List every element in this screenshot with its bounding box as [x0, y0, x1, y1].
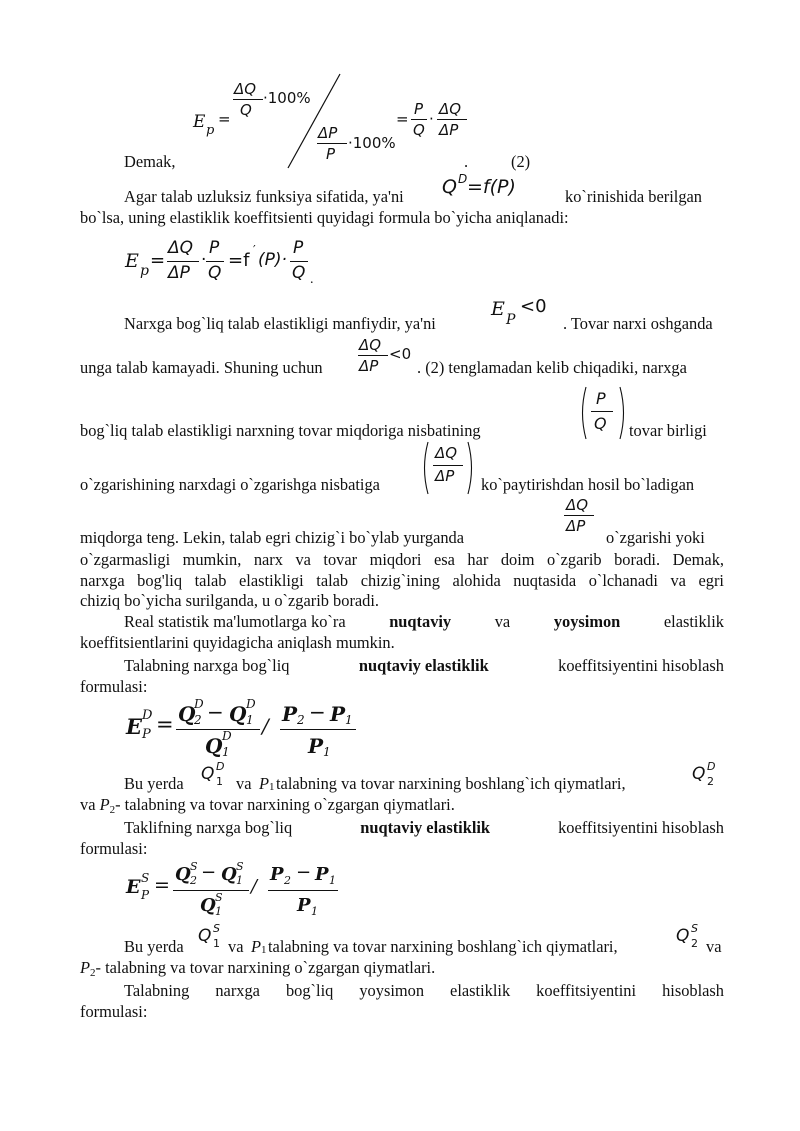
- f2-dp: ΔP: [168, 263, 190, 283]
- para2-line3-b: tovar birligi: [629, 421, 707, 440]
- para2-frac-top: ΔQ: [359, 336, 382, 354]
- para7-q2-sup: S: [691, 922, 698, 935]
- f3-e-sup: D: [142, 708, 153, 723]
- f3-p2-sub: 2: [297, 713, 305, 727]
- f3-bar2: [280, 729, 356, 730]
- para2-line3-a: bog`liq talab elastikligi narxning tovar miqdoriga nisbatining: [80, 421, 481, 440]
- f3-qd-sup: D: [222, 729, 232, 743]
- f4-p1-sub: 1: [329, 874, 336, 887]
- f4-q1: Q: [221, 864, 237, 885]
- formula-eq: =: [218, 110, 231, 128]
- para2-line8: chiziq bo`yicha surilganda, u o`zgarib boradi.: [80, 591, 380, 610]
- para4-text-b: koeffitsiyentini hisoblash: [558, 656, 724, 675]
- f4-minus2: −: [296, 862, 312, 883]
- f3-bar1: [176, 729, 260, 730]
- para1-qd: Q: [442, 176, 457, 198]
- f4-qd-sup: S: [215, 891, 223, 904]
- para2-line5-a: miqdorga teng. Lekin, talab egri chizig`i bo`ylab yurganda: [80, 528, 465, 547]
- para4-text-a: Talabning narxga bog`liq: [124, 656, 290, 675]
- para5-q2-sup: D: [707, 760, 716, 773]
- formula-den-top: ΔP: [318, 124, 338, 142]
- formula-rhs-p: P: [414, 100, 424, 118]
- formula-den-pct: ·100%: [348, 134, 396, 152]
- para6-line1: [124, 818, 724, 838]
- para2-dd-bar: [433, 465, 463, 466]
- f3-qd-sub: 1: [222, 745, 230, 759]
- para5-p-sub: 1: [269, 781, 275, 793]
- formula-e: E: [193, 112, 206, 132]
- formula-rhs-bar1: [411, 119, 427, 120]
- para6-line2: formulasi:: [80, 839, 148, 858]
- f4-q1-sub: 1: [236, 874, 243, 887]
- para3-bold2: yoysimon: [553, 612, 621, 631]
- f3-q1: Q: [229, 702, 247, 726]
- f3-p1-sub: 1: [345, 713, 353, 727]
- para2-line2-a: unga talab kamayadi. Shuning uchun: [80, 358, 323, 377]
- formula-den-bar: [317, 143, 347, 144]
- f4-eq: =: [154, 874, 170, 896]
- f3-q2-sub: 2: [194, 713, 202, 727]
- para5-p2-sub: 2: [109, 804, 116, 816]
- para5-p: P: [259, 774, 270, 793]
- para1-line1-b: ko`rinishida berilgan: [565, 187, 703, 206]
- para5-text-c: talabning va tovar narxining boshlang`ich qiymatlari,: [276, 774, 626, 793]
- para7-q-sub: 1: [213, 937, 220, 950]
- f4-e-sub: P: [141, 888, 150, 902]
- formula-rhs-q: Q: [413, 121, 425, 139]
- f2-e-sub: p: [140, 263, 149, 279]
- para7-text-b: va: [228, 937, 244, 956]
- para5-text-a: Bu yerda: [124, 774, 184, 793]
- para5-p2: P: [99, 795, 110, 814]
- para3-bold1: nuqtaviy: [389, 612, 452, 631]
- f4-pd-sub: 1: [311, 905, 318, 918]
- para2-dd-top: ΔQ: [435, 444, 458, 462]
- f2-p2: P: [293, 238, 304, 258]
- formula-rhs-bar2: [437, 119, 467, 120]
- para3-line1: [124, 612, 724, 632]
- para5-q2-sub: 2: [707, 775, 714, 788]
- f3-pd: P: [308, 734, 324, 758]
- para7-text-a: Bu yerda: [124, 937, 184, 956]
- f2-eq1: =: [150, 250, 166, 271]
- f2-q1: Q: [208, 263, 222, 283]
- para2-frac-bar: [358, 355, 388, 356]
- para7-text-e: - talabning va tovar narxining o`zgargan qiymatlari.: [95, 958, 436, 977]
- para7-p2: P: [80, 958, 91, 977]
- para6-text-b: koeffitsiyentini hisoblash: [558, 818, 724, 837]
- para2-line7: narxga bog'liq talab elastikligi talab chizig`ining alohida nuqtasida o`lchanadi va egri: [80, 571, 724, 590]
- para5-text-b: va: [236, 774, 252, 793]
- para5-q2: Q: [692, 764, 706, 784]
- para7-q2: Q: [676, 926, 690, 946]
- para5-q-sup: D: [216, 760, 225, 773]
- f3-q2: Q: [178, 702, 196, 726]
- para2-frac-lt: <0: [389, 345, 412, 363]
- f4-q2-sup: S: [190, 860, 198, 873]
- f3-qd: Q: [205, 734, 223, 758]
- para3-text-a: Real statistik ma'lumotlarga ko`ra: [124, 612, 346, 631]
- para2-line1-b: . Tovar narxi oshganda: [563, 314, 713, 333]
- para1-qd-sup: D: [458, 172, 468, 186]
- para5-text-e: - talabning va tovar narxining o`zgargan qiymatlari.: [115, 795, 455, 814]
- para6-text-a: Taklifning narxga bog`liq: [124, 818, 293, 837]
- f4-e-sup: S: [141, 871, 150, 885]
- para7-text-d: va: [706, 937, 722, 956]
- para4-bold: nuqtaviy elastiklik: [358, 656, 489, 675]
- f2-p1: P: [209, 238, 220, 258]
- para2-dd-bottom: ΔP: [435, 467, 455, 485]
- f2-e: E: [125, 250, 139, 272]
- para7-q: Q: [198, 926, 212, 946]
- para3-va: va: [494, 612, 511, 631]
- f3-p1: P: [330, 702, 346, 726]
- f3-q1-sup: D: [246, 697, 256, 711]
- formula-num-pct: ·100%: [263, 89, 311, 107]
- para5-text-d: va: [80, 795, 96, 814]
- para2-line5-b: o`zgarishi yoki: [606, 528, 705, 547]
- f2-dot1: ·: [201, 250, 207, 270]
- para1-line1-a: Agar talab uzluksiz funksiya sifatida, ya'ni: [124, 187, 404, 206]
- para2-pq-bottom: Q: [594, 414, 607, 433]
- para7-p: P: [251, 937, 262, 956]
- para2-line1-a: Narxga bog`liq talab elastikligi manfiydir, ya'ni: [124, 314, 436, 333]
- f2-dq: ΔQ: [168, 238, 194, 258]
- f2-end: .: [310, 272, 314, 287]
- f4-slash: /: [251, 876, 258, 897]
- para2-ep-sub: P: [506, 312, 516, 328]
- para2-frac-bottom: ΔP: [359, 357, 379, 375]
- formula-rhs-dp: ΔP: [439, 121, 459, 139]
- formula-num-bar: [233, 99, 263, 100]
- formula-rhs-dq: ΔQ: [439, 100, 462, 118]
- para5-q-sub: 1: [216, 775, 223, 788]
- f4-qd-sub: 1: [215, 905, 222, 918]
- para2-ep-lt: <0: [520, 296, 547, 317]
- para3-line2: koeffitsientlarini quyidagicha aniqlash mumkin.: [80, 633, 395, 652]
- para2-ep: E: [491, 298, 505, 320]
- f3-q1-sub: 1: [246, 713, 254, 727]
- f3-slash: /: [262, 714, 269, 738]
- f3-pd-sub: 1: [323, 745, 331, 759]
- f3-q2-sup: D: [194, 697, 204, 711]
- para2-line6: o`zgarmasligi mumkin, narx va tovar miqdori esa har doim o`zgarib boradi. Demak,: [80, 550, 724, 569]
- f3-minus: −: [207, 700, 224, 724]
- para5-q: Q: [201, 764, 215, 784]
- para3-text-b: elastiklik: [663, 612, 724, 631]
- f4-q2: Q: [175, 864, 191, 885]
- f2-prime: ′: [253, 243, 256, 257]
- f2-bar3: [290, 261, 308, 262]
- para7-q-sup: S: [213, 922, 220, 935]
- f2-bar1: [167, 261, 199, 262]
- para6-bold: nuqtaviy elastiklik: [360, 818, 491, 837]
- demak-label: Demak,: [124, 152, 176, 171]
- f3-e: E: [126, 714, 143, 739]
- f4-q1-sup: S: [236, 860, 244, 873]
- f2-eq2: =f: [228, 250, 250, 271]
- f4-bar1: [173, 890, 249, 891]
- para1-line2: bo`lsa, uning elastiklik koeffitsienti quyidagi formula bo`yicha aniqlanadi:: [80, 208, 569, 227]
- f3-e-sub: P: [142, 727, 151, 742]
- para2-sl-bar: [564, 515, 594, 516]
- para8-line1: Talabning narxga bog`liq yoysimon elastiklik koeffitsiyentini hisoblash: [124, 981, 724, 1000]
- f3-eq: =: [156, 712, 174, 736]
- para7-p2-sub: 2: [90, 967, 96, 979]
- para2-line4-b: ko`paytirishdan hosil bo`ladigan: [481, 475, 695, 494]
- f4-p1: P: [315, 864, 329, 885]
- para2-line2-b: . (2) tenglamadan kelib chiqadiki, narxga: [417, 358, 687, 377]
- para7-text-c: talabning va tovar narxining boshlang`ich qiymatlari,: [268, 937, 618, 956]
- formula-rhs-eq: =: [396, 110, 409, 128]
- para2-sl-bottom: ΔP: [566, 517, 586, 535]
- formula-rhs-dot: ·: [429, 110, 434, 128]
- para1-eq-fp: =f(P): [467, 176, 516, 198]
- f4-p2-sub: 2: [284, 874, 291, 887]
- f4-bar2: [268, 890, 338, 891]
- para5-line2: [80, 795, 455, 816]
- para2-pq-top: P: [596, 389, 606, 408]
- f3-p2: P: [282, 702, 298, 726]
- para7-line2: [80, 958, 435, 979]
- formula-num-top: ΔQ: [234, 80, 257, 98]
- f4-p2: P: [270, 864, 284, 885]
- f2-paren: (P)·: [258, 250, 287, 270]
- formula-num-bottom: Q: [240, 101, 252, 119]
- para4-line1: [124, 656, 724, 676]
- f4-qd: Q: [200, 895, 216, 916]
- f2-bar2: [206, 261, 224, 262]
- para8-line2: formulasi:: [80, 1002, 148, 1021]
- f4-pd: P: [297, 895, 311, 916]
- para7-p-sub: 1: [261, 944, 267, 956]
- f2-q2: Q: [292, 263, 306, 283]
- f3-minus2: −: [309, 700, 326, 724]
- equation-number: (2): [511, 152, 531, 171]
- f4-q2-sub: 2: [190, 874, 197, 887]
- f4-e: E: [126, 876, 141, 898]
- formula-end-dot: .: [464, 152, 469, 171]
- para2-sl-top: ΔQ: [566, 496, 589, 514]
- para2-line4-a: o`zgarishining narxdagi o`zgarishga nisbatiga: [80, 475, 380, 494]
- para7-q2-sub: 2: [691, 937, 698, 950]
- para2-pq-bar: [591, 411, 613, 412]
- formula-den-bottom: P: [326, 145, 336, 163]
- formula-e-sub: p: [206, 123, 215, 138]
- para4-line2: formulasi:: [80, 677, 148, 696]
- f4-minus: −: [201, 862, 217, 883]
